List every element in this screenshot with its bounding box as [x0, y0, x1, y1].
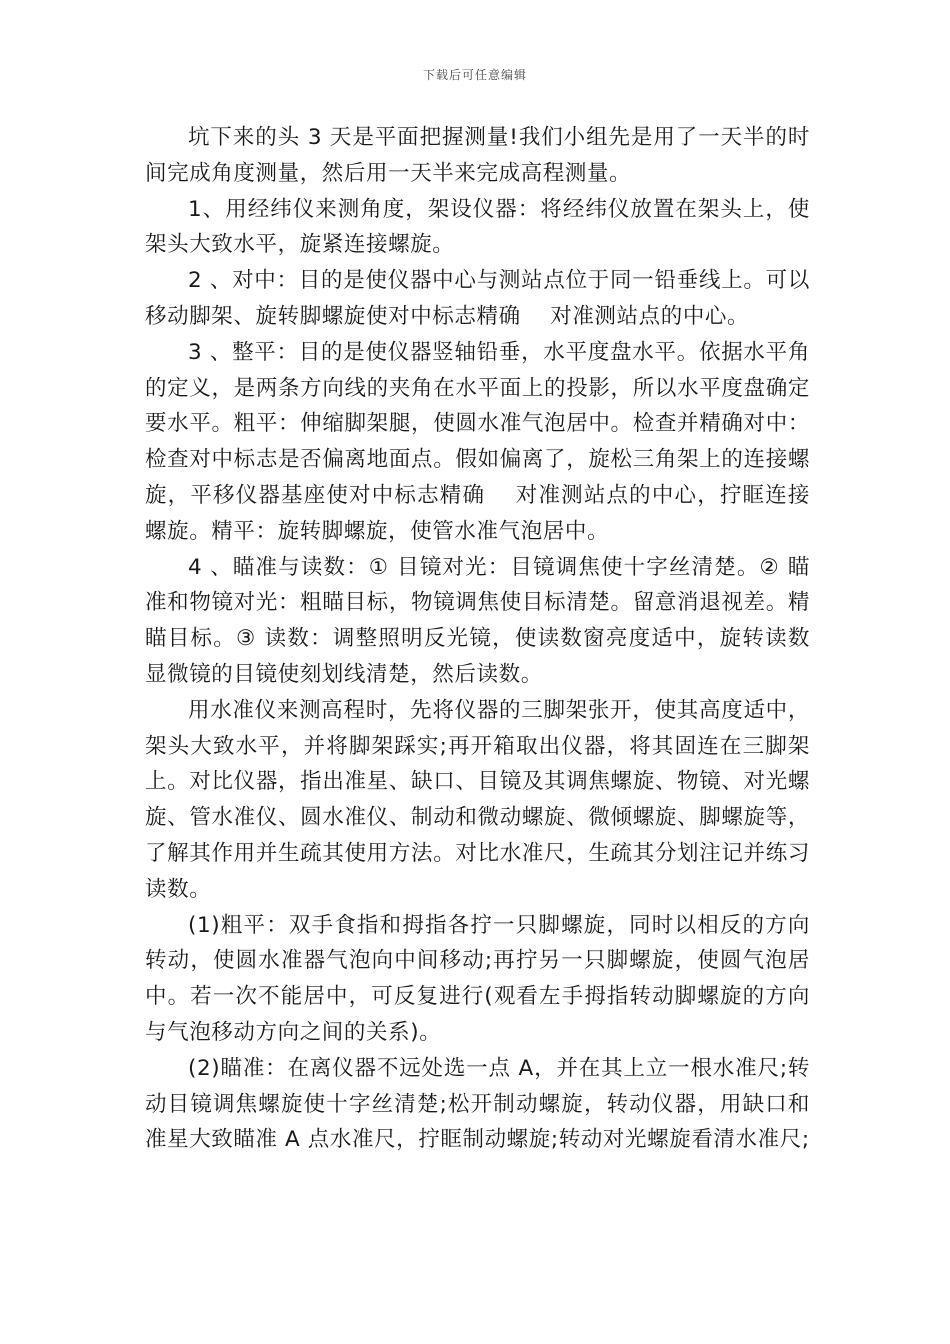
page-header: 下载后可任意编辑 — [422, 68, 527, 82]
paragraph-intro: 坑下来的头 3 天是平面把握测量!我们小组先是用了一天半的时间完成角度测量，然后用一天半来完成高程测量。 — [145, 125, 810, 186]
document-body — [145, 120, 810, 1158]
paragraph-step-3-leveling: 3 、整平：目的是使仪器竖轴铅垂，水平度盘水平。依据水平角的定义，是两条方向线的夹角在水平面上的投影，所以水平度盘确定要水平。粗平：伸缩脚架腿，使圆水准气泡居中。检查并精确对中：检查对中标志是否偏离地面点。假如偏离了，旋松三角架上的连接螺旋，平移仪器基座使对中标志精确 对准测站点的中心，拧眶连接螺旋。精平：旋转脚螺旋，使管水准气泡居中。 — [145, 339, 810, 544]
paragraph-step-4-sighting: 4 、瞄准与读数：① 目镜对光：目镜调焦使十字丝清楚。② 瞄准和物镜对光：粗瞄目标，物镜调焦使目标清楚。留意消退视差。精瞄目标。③ 读数：调整照明反光镜，使读数窗亮度适中，旋转读数显微镜的目镜使刻划线清楚，然后读数。 — [145, 554, 810, 687]
paragraph-level-instrument: 用水准仪来测高程时，先将仪器的三脚架张开，使其高度适中，架头大致水平，并将脚架踩实;再开箱取出仪器，将其固连在三脚架上。对比仪器，指出准星、缺口、目镜及其调焦螺旋、物镜、对光螺旋、管水准仪、圆水准仪、制动和微动螺旋、微倾螺旋、脚螺旋等，了解其作用并生疏其使用方法。对比水准尺，生疏其分划注记并练习读数。 — [145, 697, 810, 902]
paragraph-step-2-centering: 2 、对中：目的是使仪器中心与测站点位于同一铅垂线上。可以移动脚架、旋转脚螺旋使对中标志精确 对准测站点的中心。 — [145, 268, 810, 329]
paragraph-rough-leveling: (1)粗平：双手食指和拇指各拧一只脚螺旋，同时以相反的方向转动，使圆水准器气泡向中间移动;再拧另一只脚螺旋，使圆气泡居中。若一次不能居中，可反复进行(观看左手拇指转动脚螺旋的方向与气泡移动方向之间的关系)。 — [145, 912, 810, 1045]
paragraph-aiming: (2)瞄准：在离仪器不远处选一点 A，并在其上立一根水准尺;转动目镜调焦螺旋使十字丝清楚;松开制动螺旋，转动仪器，用缺口和准星大致瞄准 A 点水准尺，拧眶制动螺旋;转动对光螺旋看清水准尺; — [145, 1055, 810, 1153]
paragraph-step-1-setup: 1、用经纬仪来测角度，架设仪器：将经纬仪放置在架头上，使架头大致水平，旋紧连接螺旋。 — [145, 196, 810, 258]
